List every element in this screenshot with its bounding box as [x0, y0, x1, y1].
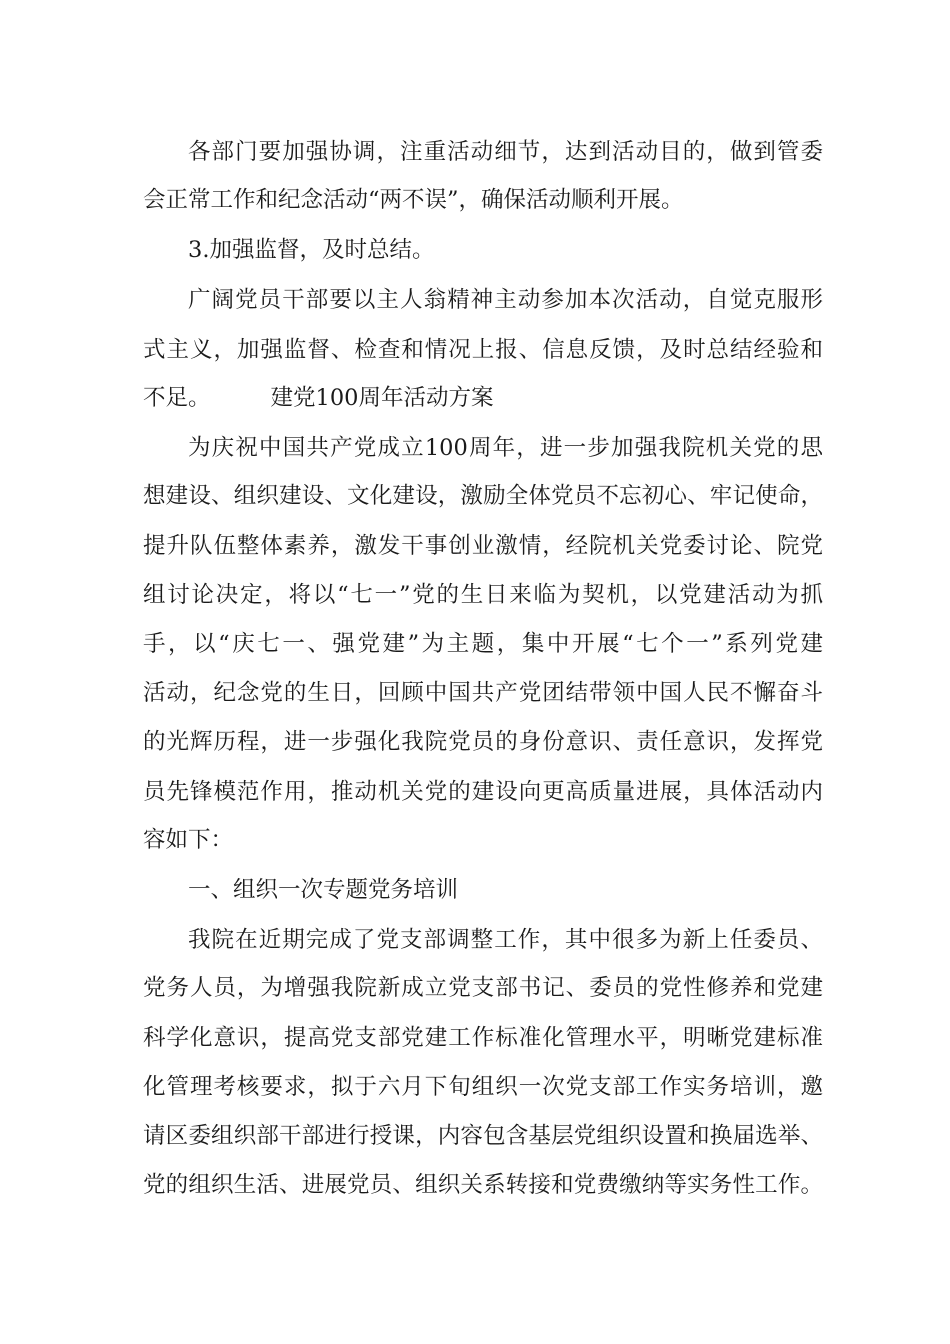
- paragraph-line: 化管理考核要求，拟于六月下旬组织一次党支部工作实务培训，邀: [143, 1074, 823, 1100]
- paragraph-line: 党的组织生活、进展党员、组织关系转接和党费缴纳等实务性工作。: [143, 1172, 823, 1198]
- paragraph-line: 科学化意识，提高党支部党建工作标准化管理水平，明晰党建标准: [143, 1025, 823, 1051]
- paragraph-line: 的光辉历程，进一步强化我院党员的身份意识、责任意识，发挥党: [143, 729, 823, 755]
- section-heading: 一、组织一次专题党务培训: [188, 877, 459, 903]
- paragraph-line: 组讨论决定，将以“七一”党的生日来临为契机，以党建活动为抓: [143, 582, 823, 608]
- section-heading: 3.加强监督，及时总结。: [188, 237, 435, 263]
- paragraph-line: 党务人员，为增强我院新成立党支部书记、委员的党性修养和党建: [143, 975, 823, 1001]
- paragraph-line: 各部门要加强协调，注重活动细节，达到活动目的，做到管委: [188, 139, 823, 165]
- document-title: 建党100周年活动方案: [270, 385, 494, 411]
- paragraph-line: 容如下：: [143, 827, 234, 853]
- paragraph-line: 广阔党员干部要以主人翁精神主动参加本次活动，自觉克服形: [188, 287, 823, 313]
- paragraph-line: 式主义，加强监督、检查和情况上报、信息反馈，及时总结经验和: [143, 337, 823, 363]
- paragraph-line: 活动，纪念党的生日，回顾中国共产党团结带领中国人民不懈奋斗: [143, 680, 823, 706]
- paragraph-line: 请区委组织部干部进行授课，内容包含基层党组织设置和换届选举、: [143, 1123, 823, 1149]
- paragraph-line: 会正常工作和纪念活动“两不误”，确保活动顺利开展。: [143, 187, 684, 213]
- paragraph-line: [143, 378, 823, 418]
- paragraph-line: 想建设、组织建设、文化建设，激励全体党员不忘初心、牢记使命，: [143, 483, 823, 509]
- paragraph-line: 手，以“庆七一、强党建”为主题，集中开展“七个一”系列党建: [143, 631, 823, 657]
- paragraph-line: 为庆祝中国共产党成立100周年，进一步加强我院机关党的思: [188, 435, 823, 461]
- paragraph-line-end: 不足。: [143, 385, 211, 411]
- paragraph-line: 我院在近期完成了党支部调整工作，其中很多为新上任委员、: [188, 927, 823, 953]
- paragraph-line: 员先锋模范作用，推动机关党的建设向更高质量进展，具体活动内: [143, 779, 823, 805]
- paragraph-line: 提升队伍整体素养，激发干事创业激情，经院机关党委讨论、院党: [143, 533, 823, 559]
